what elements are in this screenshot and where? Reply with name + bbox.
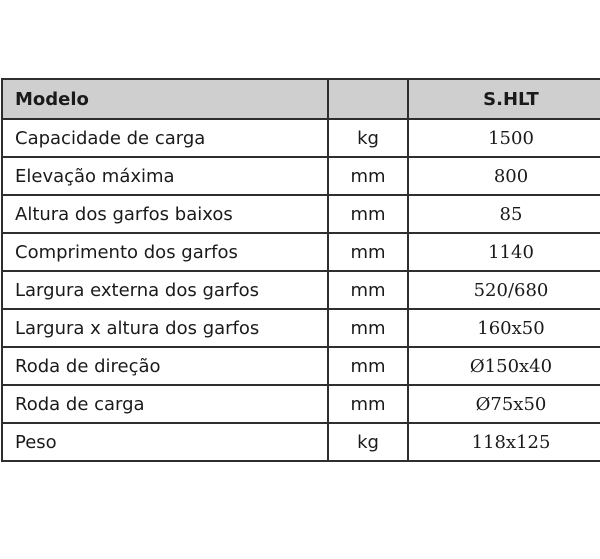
row-unit: mm <box>328 309 408 347</box>
row-value: Ø75x50 <box>408 385 600 423</box>
row-value: 1500 <box>408 119 600 157</box>
table-row <box>2 385 600 423</box>
header-model-label: Modelo <box>2 79 328 119</box>
row-unit: mm <box>328 347 408 385</box>
row-name: Roda de carga <box>2 385 328 423</box>
row-name: Largura x altura dos garfos <box>2 309 328 347</box>
row-unit: mm <box>328 233 408 271</box>
table-row <box>2 157 600 195</box>
row-value: 800 <box>408 157 600 195</box>
table-row <box>2 195 600 233</box>
row-value: 160x50 <box>408 309 600 347</box>
row-value: 520/680 <box>408 271 600 309</box>
row-unit: mm <box>328 385 408 423</box>
table-row <box>2 233 600 271</box>
table-header-row <box>2 79 600 119</box>
row-name: Roda de direção <box>2 347 328 385</box>
row-unit: mm <box>328 195 408 233</box>
table-row <box>2 347 600 385</box>
header-unit-cell <box>328 79 408 119</box>
row-name: Altura dos garfos baixos <box>2 195 328 233</box>
row-name: Capacidade de carga <box>2 119 328 157</box>
row-name: Peso <box>2 423 328 461</box>
header-model-value: S.HLT <box>408 79 600 119</box>
spec-table <box>1 78 600 462</box>
row-unit: mm <box>328 157 408 195</box>
row-name: Elevação máxima <box>2 157 328 195</box>
table-row <box>2 309 600 347</box>
table-row <box>2 119 600 157</box>
table-row <box>2 423 600 461</box>
row-value: Ø150x40 <box>408 347 600 385</box>
table-row <box>2 271 600 309</box>
row-unit: kg <box>328 423 408 461</box>
row-name: Comprimento dos garfos <box>2 233 328 271</box>
row-unit: kg <box>328 119 408 157</box>
row-name: Largura externa dos garfos <box>2 271 328 309</box>
row-value: 85 <box>408 195 600 233</box>
row-value: 118x125 <box>408 423 600 461</box>
row-unit: mm <box>328 271 408 309</box>
row-value: 1140 <box>408 233 600 271</box>
